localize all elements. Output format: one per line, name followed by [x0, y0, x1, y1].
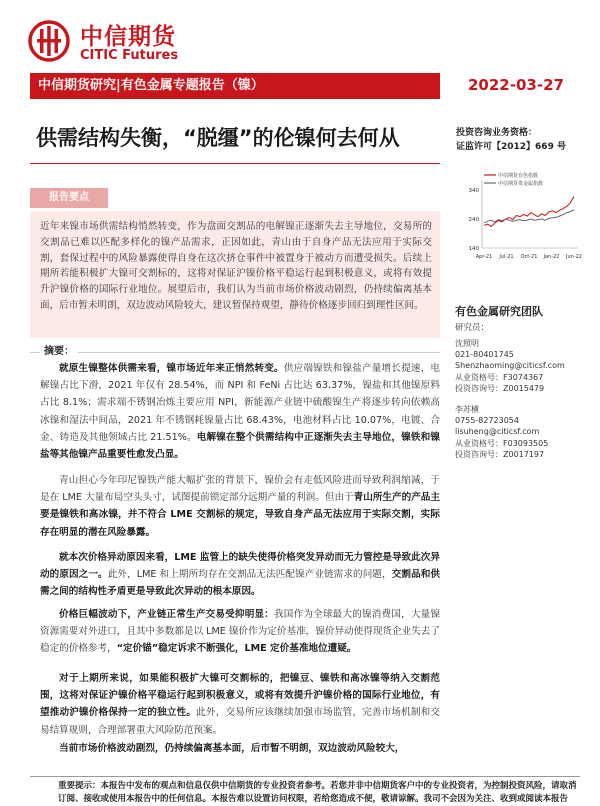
abstract-label: 摘要：	[40, 342, 78, 357]
analyst-cert: 投资咨询号：Z0015479	[455, 383, 545, 393]
x-tick-label: Apr-21	[475, 254, 493, 260]
banner-text: 中信期货研究|有色金属专题报告（镍）	[38, 78, 264, 93]
analyst-phone: 021-80401745	[455, 350, 514, 360]
bold-text: 价格巨幅波动下，产业链正常生产交易受抑明显：	[59, 609, 275, 620]
legend-label-1: 中信期货有色指数	[498, 173, 539, 179]
report-date: 2022-03-27	[468, 76, 564, 94]
research-team-name: 有色金属研究团队	[455, 305, 543, 318]
body-text: 此外，LME 和上期所均存在交割品无法匹配镍产业链需求的问题，	[107, 569, 392, 581]
bold-text: 青山所生产的产品主要是镍铁和高冰镍，并不符合 LME 交割标的规定，导致自身产品无法应用于实际交割，实际存在明显的潜在风险暴露。	[40, 492, 440, 538]
y-tick-label: 140	[468, 246, 479, 252]
license-line-1: 投资咨询业务资格：	[456, 128, 538, 138]
abstract-paragraph	[40, 740, 440, 757]
bold-text: 交割品和供需之间的结构性矛盾更是导致此次异动的根本原因。	[40, 569, 441, 598]
summary-text: 近年来镍市场供需结构悄然转变，作为盘面交割品的电解镍正逐渐失去主导地位，交易所的交割品已难以匹配多样化的镍产品需求，正因如此，青山由于自身产品无法应用于实际交割，套保过程中的风险暴露使得自身在这次挤仓事件中被置身于被动方而遭受损失。后续上期所若能积极扩大镍可交割标的，这将对保证沪镍价格平稳运行起到积极意义，或将有效提升沪镍价格的国际行业地位。展望后市，我们认为当前市场价格波动剧烈，仍持续偏离基本面，后市暂未明朗，双边波动风险较大，建议暂保持观望，静待价格逐步回归到理性区间。	[40, 221, 432, 311]
bold-text: 对于上期所来说，如果能积极扩大镍可交割标的，把镍豆、镍铁和高冰镍等纳入交割范围，这将对保证沪镍价格平稳运行起到积极意义，	[40, 673, 440, 702]
analyst-email[interactable]: Shenzhaoming@citicsf.com	[455, 361, 565, 371]
summary-tag: 报告要点	[30, 188, 108, 208]
bold-text: 就原生镍整体供需来看，镍市场近年来正悄然转变。	[59, 363, 284, 374]
analyst-cert: 投资咨询号：Z0017197	[455, 449, 545, 459]
bold-text: 或将有效提升沪镍价格的国际行业地位，有望推动沪镍价格保持一定的独立性。	[40, 690, 441, 719]
researcher-label: 研究员：	[455, 323, 490, 333]
x-tick-label: Oct-21	[520, 254, 538, 260]
body-text: 此外，交易所应该继续加强市场监管，完善市场机制和交易结算规则，合理部署重大风险防范预案。	[40, 707, 441, 736]
series-line-1	[484, 196, 574, 226]
body-text: 供应端镍铁和镍盐产量增长提速，电解镍占比下滑，2021 年仅有 28.54%，而 NPI 和 FeNi 占比达 63.37%，镍盐和其他镍原料占比 8.1%；需求端不锈钢冶炼主要应用 NPI，新能源产业链中硫酸镍生产将逐步转向依赖高冰镍和湿法中间品，2021 年不锈钢耗镍量占比 68.43%，电池材料占比 10.07%，电镀、合金、铸造及其他领域占比 21.51%。	[40, 363, 441, 443]
abstract-paragraph	[40, 606, 440, 658]
bold-text: “定价锚”稳定诉求不断强化，LME 定价基准地位遭疑。	[116, 643, 357, 655]
x-tick-label: Jun-22	[566, 254, 582, 260]
body-text: 我国作为全球最大的镍消费国，大量镍资源需要对外进口，且其中多数都是以 LME 镍价作为定价基准，镍价异动使得现货企业失去了稳定的价格参考，	[40, 609, 441, 655]
abstract-paragraph	[40, 670, 440, 739]
body-text: 青山担心今年印尼镍铁产能大幅扩张的背景下，镍价会有走低风险进而导致利润缩减，于是在 LME 大量布局空头头寸，试图提前锁定部分远期产量的利润。但由于	[40, 475, 440, 504]
analyst-name: 沈照明	[455, 339, 479, 348]
analyst-card	[455, 404, 548, 460]
analyst-card	[455, 338, 565, 394]
citic-logo-icon	[28, 20, 70, 62]
abstract-divider	[30, 352, 440, 353]
analyst-cert: 从业资格号：F3074367	[455, 372, 544, 382]
y-tick-label: 340	[468, 188, 479, 194]
analyst-phone: 0755-82723054	[455, 416, 519, 426]
analyst-email[interactable]: lisuheng@citicsf.com	[455, 427, 540, 437]
footer-divider	[30, 776, 580, 777]
abstract-paragraph	[40, 472, 440, 541]
report-category-banner	[30, 73, 440, 99]
analyst-cert: 从业资格号：F03093505	[455, 438, 549, 448]
abstract-paragraph	[40, 360, 440, 463]
index-line-chart	[452, 168, 580, 268]
logo-english-name: CITIC Futures	[80, 48, 179, 63]
license-info	[456, 126, 566, 154]
bold-text: 就本次价格异动原因来看，LME 监管上的缺失使得价格突发异动而无力管控是导致此次异动的原因之一。	[40, 552, 440, 581]
bold-text: 当前市场价格波动剧烈，仍持续偏离基本面，后市暂不明朗，双边波动风险较大，	[59, 743, 405, 754]
y-tick-label: 240	[468, 217, 479, 223]
analyst-name: 李苏横	[455, 405, 479, 414]
x-tick-label: Jul-21	[499, 254, 514, 260]
bold-text: 电解镍在整个供需结构中正逐渐失去主导地位，镍铁和镍盐等其他镍产品重要性愈发凸显。	[40, 431, 440, 461]
title-divider	[30, 163, 440, 164]
abstract-paragraph	[40, 549, 440, 601]
legend-label-2: 中信期货贵金属指数	[498, 181, 544, 187]
disclaimer-text: 重要提示：本报告中发布的观点和信息仅供中信期货的专业投资者参考。若您并非中信期货客户中的专业投资者，为控制投资风险，请取消订阅、接收或使用本报告中的任何信息。本报告难以设置访问权限，若给您造成不便，敬请谅解。我司不会因为关注、收到或阅读本报告	[58, 781, 577, 804]
report-title: 供需结构失衡，“脱缰”的伦镍何去何从	[36, 126, 400, 150]
license-line-2: 证监许可【2012】669 号	[456, 142, 566, 152]
x-tick-label: Jan-22	[543, 254, 560, 260]
logo-chinese-name: 中信期货	[80, 24, 176, 50]
